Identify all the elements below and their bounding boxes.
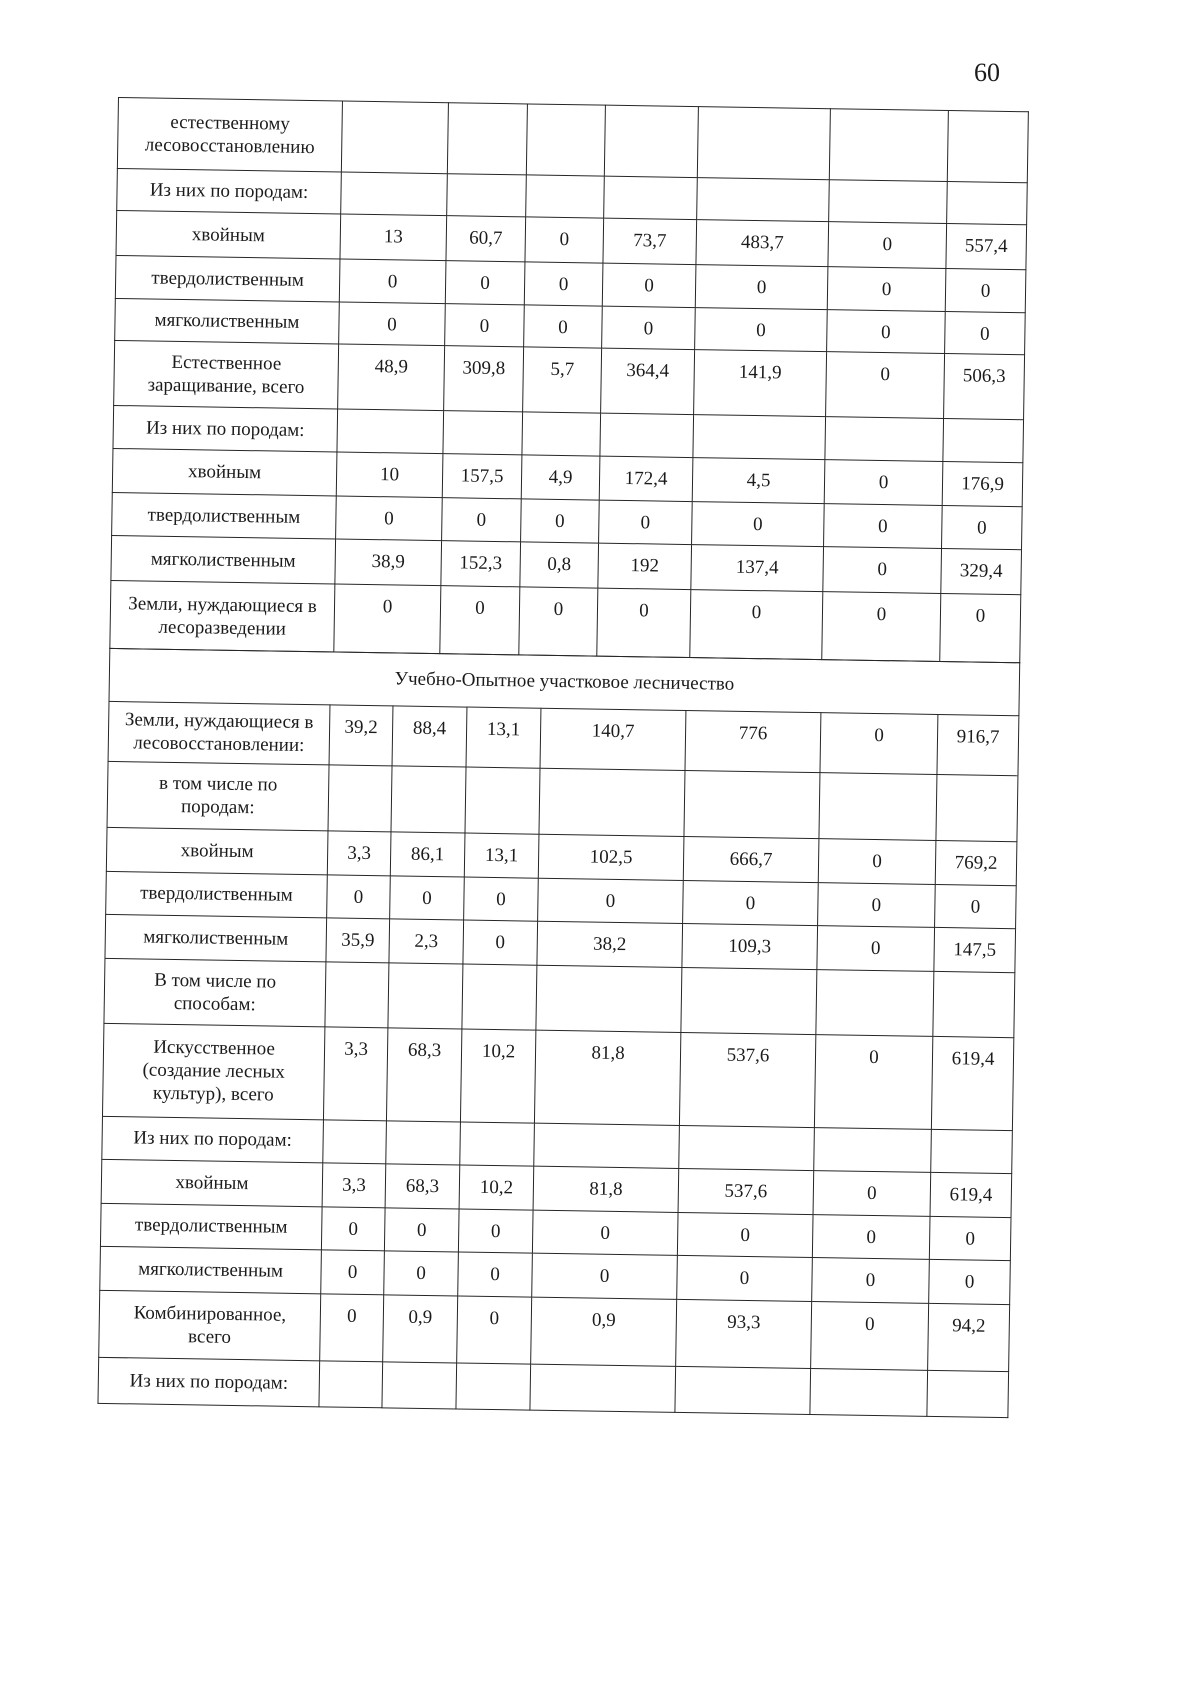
value-cell: 0 — [945, 269, 1026, 313]
value-cell: 81,8 — [534, 1030, 680, 1125]
value-cell: 13,1 — [464, 833, 539, 878]
value-cell — [526, 175, 605, 218]
value-cell — [319, 1360, 383, 1407]
value-cell: 0 — [942, 505, 1023, 549]
value-cell: 102,5 — [538, 834, 684, 880]
table-row — [102, 1023, 1013, 1130]
value-cell: 0 — [818, 882, 936, 927]
value-cell: 3,3 — [322, 1162, 386, 1207]
value-cell — [600, 413, 694, 457]
value-cell: 483,7 — [696, 220, 829, 267]
value-cell: 0 — [812, 1257, 930, 1303]
value-cell: 0 — [336, 496, 443, 541]
value-cell — [460, 1122, 535, 1166]
value-cell: 0 — [945, 312, 1026, 355]
value-cell: 10,2 — [460, 1029, 535, 1123]
value-cell: 557,4 — [946, 224, 1027, 270]
value-cell — [816, 969, 934, 1036]
value-cell: 0 — [826, 352, 945, 419]
value-cell: 0 — [597, 588, 691, 657]
value-cell: 0 — [321, 1249, 385, 1294]
value-cell — [530, 1364, 676, 1412]
value-cell — [697, 107, 830, 180]
row-label: мягколиственным — [105, 914, 327, 961]
value-cell — [825, 417, 944, 462]
row-label: в том числе по породам: — [107, 761, 329, 830]
row-label: мягколиственным — [115, 298, 340, 344]
value-cell: 619,4 — [931, 1036, 1014, 1130]
value-cell: 776 — [685, 710, 821, 772]
row-label: хвойным — [106, 827, 328, 874]
row-label: твердолиственным — [100, 1203, 322, 1249]
value-cell: 0,9 — [531, 1297, 677, 1366]
value-cell: 0 — [602, 263, 696, 307]
value-cell: 10,2 — [459, 1165, 534, 1210]
value-cell: 0 — [677, 1255, 813, 1301]
value-cell: 86,1 — [390, 831, 465, 876]
row-label: хвойным — [101, 1159, 323, 1206]
value-cell: 0 — [602, 306, 696, 349]
value-cell: 0 — [695, 265, 828, 310]
value-cell: 0 — [321, 1206, 385, 1250]
value-cell: 0 — [929, 1259, 1011, 1304]
value-cell: 0 — [538, 878, 684, 923]
value-cell — [323, 1119, 387, 1163]
value-cell — [526, 104, 605, 176]
value-cell — [325, 961, 389, 1027]
row-label: Из них по породам: — [98, 1357, 320, 1406]
value-cell: 0 — [683, 880, 819, 925]
value-cell — [447, 174, 527, 217]
row-label: Из них по породам: — [117, 168, 342, 214]
value-cell: 0 — [334, 584, 441, 654]
value-cell — [388, 962, 463, 1028]
value-cell: 68,3 — [385, 1163, 460, 1208]
value-cell: 0,8 — [520, 542, 599, 588]
value-cell: 0 — [524, 305, 603, 348]
value-cell: 0 — [384, 1250, 459, 1295]
value-cell: 0 — [442, 498, 522, 542]
value-cell — [933, 971, 1015, 1037]
value-cell — [386, 1120, 461, 1164]
value-cell — [604, 105, 698, 177]
value-cell: 140,7 — [540, 708, 686, 770]
row-label: естественному лесовосстановлению — [117, 98, 342, 173]
value-cell: 3,3 — [327, 830, 391, 875]
table-section-1 — [109, 97, 1029, 663]
value-cell: 916,7 — [937, 714, 1019, 775]
value-cell: 619,4 — [930, 1172, 1012, 1217]
value-cell: 192 — [598, 543, 692, 589]
value-cell: 147,5 — [934, 927, 1016, 972]
value-cell: 0 — [935, 884, 1017, 928]
row-label: Искусственное (создание лесных культур), всего — [102, 1023, 324, 1119]
table-body-section-1 — [110, 98, 1029, 663]
value-cell — [931, 1129, 1013, 1173]
value-cell: 0 — [814, 1034, 932, 1129]
value-cell: 0 — [532, 1253, 678, 1299]
value-cell: 137,4 — [691, 545, 824, 592]
value-cell: 38,2 — [537, 921, 683, 967]
value-cell — [681, 967, 817, 1034]
row-label: Из них по породам: — [113, 405, 338, 452]
value-cell: 10 — [336, 452, 443, 498]
value-cell: 0 — [824, 460, 943, 506]
value-cell: 81,8 — [533, 1166, 679, 1212]
value-cell — [810, 1368, 928, 1416]
row-label: Из них по породам: — [102, 1116, 324, 1162]
value-cell: 0 — [828, 222, 947, 269]
row-label: В том числе по способам: — [104, 958, 326, 1026]
value-cell — [684, 770, 820, 838]
value-cell — [522, 412, 601, 456]
value-cell: 68,3 — [386, 1027, 461, 1121]
value-cell: 5,7 — [523, 347, 602, 413]
value-cell: 329,4 — [941, 548, 1022, 594]
value-cell: 94,2 — [928, 1303, 1010, 1371]
row-label: твердолиственным — [115, 255, 340, 302]
value-cell: 4,5 — [692, 458, 825, 504]
value-cell: 0 — [677, 1212, 813, 1257]
value-cell — [947, 182, 1028, 225]
value-cell: 109,3 — [682, 923, 818, 969]
value-cell: 0 — [390, 875, 465, 919]
value-cell: 0 — [521, 499, 600, 543]
value-cell — [943, 419, 1024, 463]
value-cell — [693, 415, 826, 460]
value-cell: 769,2 — [935, 840, 1017, 885]
value-cell: 0 — [599, 500, 693, 544]
value-cell: 0 — [445, 304, 525, 347]
table-body-section-2 — [98, 648, 1020, 1417]
value-cell: 0 — [824, 504, 943, 549]
value-cell — [341, 101, 448, 174]
value-cell: 0 — [384, 1207, 459, 1251]
value-cell: 0 — [813, 1170, 931, 1216]
value-cell: 0 — [811, 1301, 929, 1370]
row-label: твердолиственным — [112, 492, 337, 539]
row-label: Земли, нуждающиеся в лесовосстановлении: — [108, 701, 330, 764]
value-cell: 3,3 — [323, 1026, 387, 1120]
value-cell — [382, 1361, 457, 1408]
value-cell: 0 — [525, 217, 604, 263]
value-cell: 0 — [440, 586, 520, 655]
row-label: хвойным — [116, 210, 341, 259]
value-cell — [679, 1125, 815, 1170]
row-label: мягколиственным — [100, 1246, 322, 1293]
value-cell: 0 — [929, 1216, 1011, 1260]
value-cell: 2,3 — [389, 918, 464, 963]
value-cell: 0 — [695, 308, 828, 352]
value-cell: 172,4 — [599, 456, 693, 501]
value-cell — [539, 768, 685, 836]
value-cell: 0 — [690, 590, 823, 660]
value-cell — [819, 772, 937, 840]
value-cell: 0 — [519, 587, 598, 656]
value-cell — [337, 409, 444, 454]
value-cell: 0 — [818, 838, 936, 884]
value-cell: 0 — [817, 925, 935, 971]
value-cell — [341, 172, 448, 216]
value-cell — [391, 765, 466, 832]
section-title: Учебно-Опытное участковое лесничество — [109, 648, 1020, 715]
value-cell: 506,3 — [944, 354, 1025, 420]
value-cell — [534, 1123, 680, 1168]
row-label: Естественное заращивание, всего — [114, 340, 339, 409]
value-cell — [536, 965, 682, 1032]
value-cell: 0 — [458, 1251, 533, 1296]
value-cell: 537,6 — [679, 1032, 815, 1127]
value-cell: 666,7 — [683, 836, 819, 882]
value-cell: 0 — [339, 302, 446, 346]
value-cell: 176,9 — [942, 462, 1023, 507]
value-cell: 0 — [457, 1295, 532, 1363]
value-cell — [328, 764, 392, 831]
row-label: Земли, нуждающиеся в лесоразведении — [110, 580, 335, 652]
value-cell: 0 — [812, 1214, 930, 1259]
value-cell: 0 — [445, 261, 525, 305]
row-label: Комбинированное, всего — [99, 1290, 321, 1360]
value-cell — [456, 1362, 531, 1409]
value-cell — [465, 767, 540, 834]
value-cell: 309,8 — [444, 346, 524, 412]
value-cell — [447, 103, 527, 175]
value-cell: 141,9 — [694, 350, 827, 417]
value-cell: 0 — [827, 310, 946, 354]
value-cell — [697, 178, 830, 222]
value-cell — [927, 1370, 1009, 1417]
value-cell: 0 — [463, 920, 538, 965]
row-label: мягколиственным — [111, 535, 336, 584]
value-cell — [443, 411, 523, 455]
value-cell — [936, 774, 1018, 841]
value-cell — [675, 1366, 811, 1414]
data-table — [97, 97, 1027, 1418]
value-cell: 38,9 — [335, 539, 442, 586]
value-cell: 73,7 — [603, 218, 697, 264]
row-label: хвойным — [112, 448, 337, 496]
value-cell: 48,9 — [338, 344, 445, 411]
value-cell: 13,1 — [466, 707, 541, 768]
value-cell — [829, 180, 948, 224]
value-cell: 13 — [340, 214, 447, 261]
value-cell — [604, 176, 698, 219]
value-cell: 0 — [820, 712, 938, 774]
row-label: твердолиственным — [106, 871, 328, 917]
value-cell: 60,7 — [446, 216, 526, 262]
value-cell: 0 — [464, 877, 539, 921]
value-cell: 537,6 — [678, 1168, 814, 1214]
value-cell: 157,5 — [442, 454, 522, 499]
value-cell: 0 — [339, 259, 446, 304]
value-cell: 364,4 — [601, 348, 695, 414]
value-cell: 0 — [327, 874, 391, 918]
value-cell: 0 — [532, 1210, 678, 1255]
page-number: 60 — [974, 58, 1000, 87]
value-cell: 152,3 — [441, 541, 521, 587]
value-cell: 4,9 — [521, 455, 600, 500]
value-cell: 0 — [823, 547, 942, 594]
value-cell — [814, 1127, 932, 1172]
value-cell: 0 — [524, 262, 603, 306]
value-cell: 0 — [692, 502, 825, 547]
value-cell — [947, 111, 1028, 183]
value-cell: 39,2 — [329, 704, 393, 765]
value-cell: 0 — [827, 267, 946, 312]
value-cell — [829, 109, 948, 182]
value-cell: 0 — [822, 592, 941, 662]
value-cell: 0 — [458, 1208, 533, 1252]
value-cell — [462, 964, 537, 1030]
value-cell: 0,9 — [383, 1294, 458, 1362]
value-cell: 0 — [320, 1293, 384, 1361]
table-section-2 — [97, 647, 1020, 1417]
value-cell: 0 — [940, 593, 1021, 662]
value-cell: 93,3 — [676, 1299, 812, 1368]
value-cell: 35,9 — [326, 917, 390, 962]
value-cell: 88,4 — [392, 705, 467, 766]
